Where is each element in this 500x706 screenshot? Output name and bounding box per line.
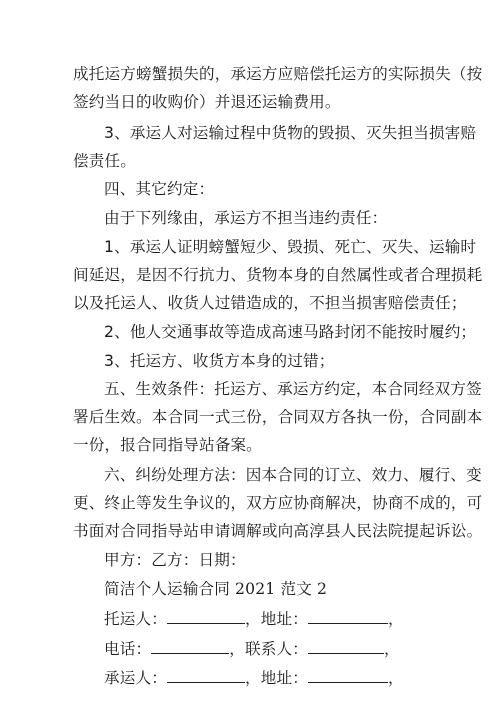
document-title: 简洁个人运输合同 2021 范文 2 — [104, 580, 328, 598]
row-end-comma: ， — [387, 669, 404, 687]
carrier-blank[interactable] — [167, 667, 245, 683]
paragraph-line: 一份，报合同指导站备案。 — [73, 436, 262, 454]
paragraph-line: 签约当日的收购价）并退还运输费用。 — [73, 93, 341, 111]
carrier-label: 承运人： — [104, 669, 167, 687]
address-label: ，地址： — [244, 610, 308, 628]
paragraph-line: 间延迟，是因不行抗力、货物本身的自然属性或者合理损耗 — [73, 266, 483, 284]
contact-blank[interactable] — [308, 638, 384, 654]
paragraph-line: 以及托运人、收货人过错造成的，不担当损害赔偿责任； — [73, 294, 467, 312]
paragraph-line: 偿责任。 — [73, 152, 136, 170]
paragraph-line: 3、承运人对运输过程中货物的毁损、灭失担当损害赔 — [104, 124, 477, 142]
paragraph-line: 五、生效条件：托运方、承运方约定，本合同经双方签 — [104, 380, 482, 398]
row-end-comma: ， — [387, 610, 404, 628]
paragraph-line: 书面对合同指导站申请调解或向高淳县人民法院提起诉讼。 — [73, 522, 483, 540]
phone-label: 电话： — [104, 640, 152, 658]
paragraph-line: 1、承运人证明螃蟹短少、毁损、死亡、灭失、运输时 — [104, 238, 477, 256]
paragraph-line: 更、终止等发生争议的，双方应协商解决，协商不成的，可 — [73, 494, 483, 512]
paragraph-line: 由于下列缘由，承运方不担当违约责任： — [104, 209, 388, 227]
row-end-comma: ， — [383, 640, 400, 658]
carrier-address-blank[interactable] — [308, 667, 388, 683]
paragraph-line: 署后生效。本合同一式三份，合同双方各执一份，合同副本 — [73, 408, 483, 426]
consignor-blank[interactable] — [167, 608, 245, 624]
signature-line: 甲方：乙方：日期： — [104, 551, 246, 569]
paragraph-line: 六、纠纷处理方法：因本合同的订立、效力、履行、变 — [104, 466, 482, 484]
consignor-label: 托运人： — [104, 610, 167, 628]
contact-label: ，联系人： — [229, 640, 308, 658]
paragraph-line: 2、他人交通事故等造成高速马路封闭不能按时履约； — [104, 323, 477, 341]
phone-row — [104, 638, 400, 660]
carrier-row — [104, 667, 404, 689]
consignor-address-blank[interactable] — [308, 608, 388, 624]
address-label: ，地址： — [244, 669, 308, 687]
consignor-row — [104, 608, 404, 630]
phone-blank[interactable] — [151, 638, 229, 654]
paragraph-line: 成托运方螃蟹损失的，承运方应赔偿托运方的实际损失（按 — [73, 65, 483, 83]
paragraph-line: 3、托运方、收货方本身的过错； — [104, 352, 335, 370]
section-heading: 四、其它约定： — [104, 180, 215, 198]
